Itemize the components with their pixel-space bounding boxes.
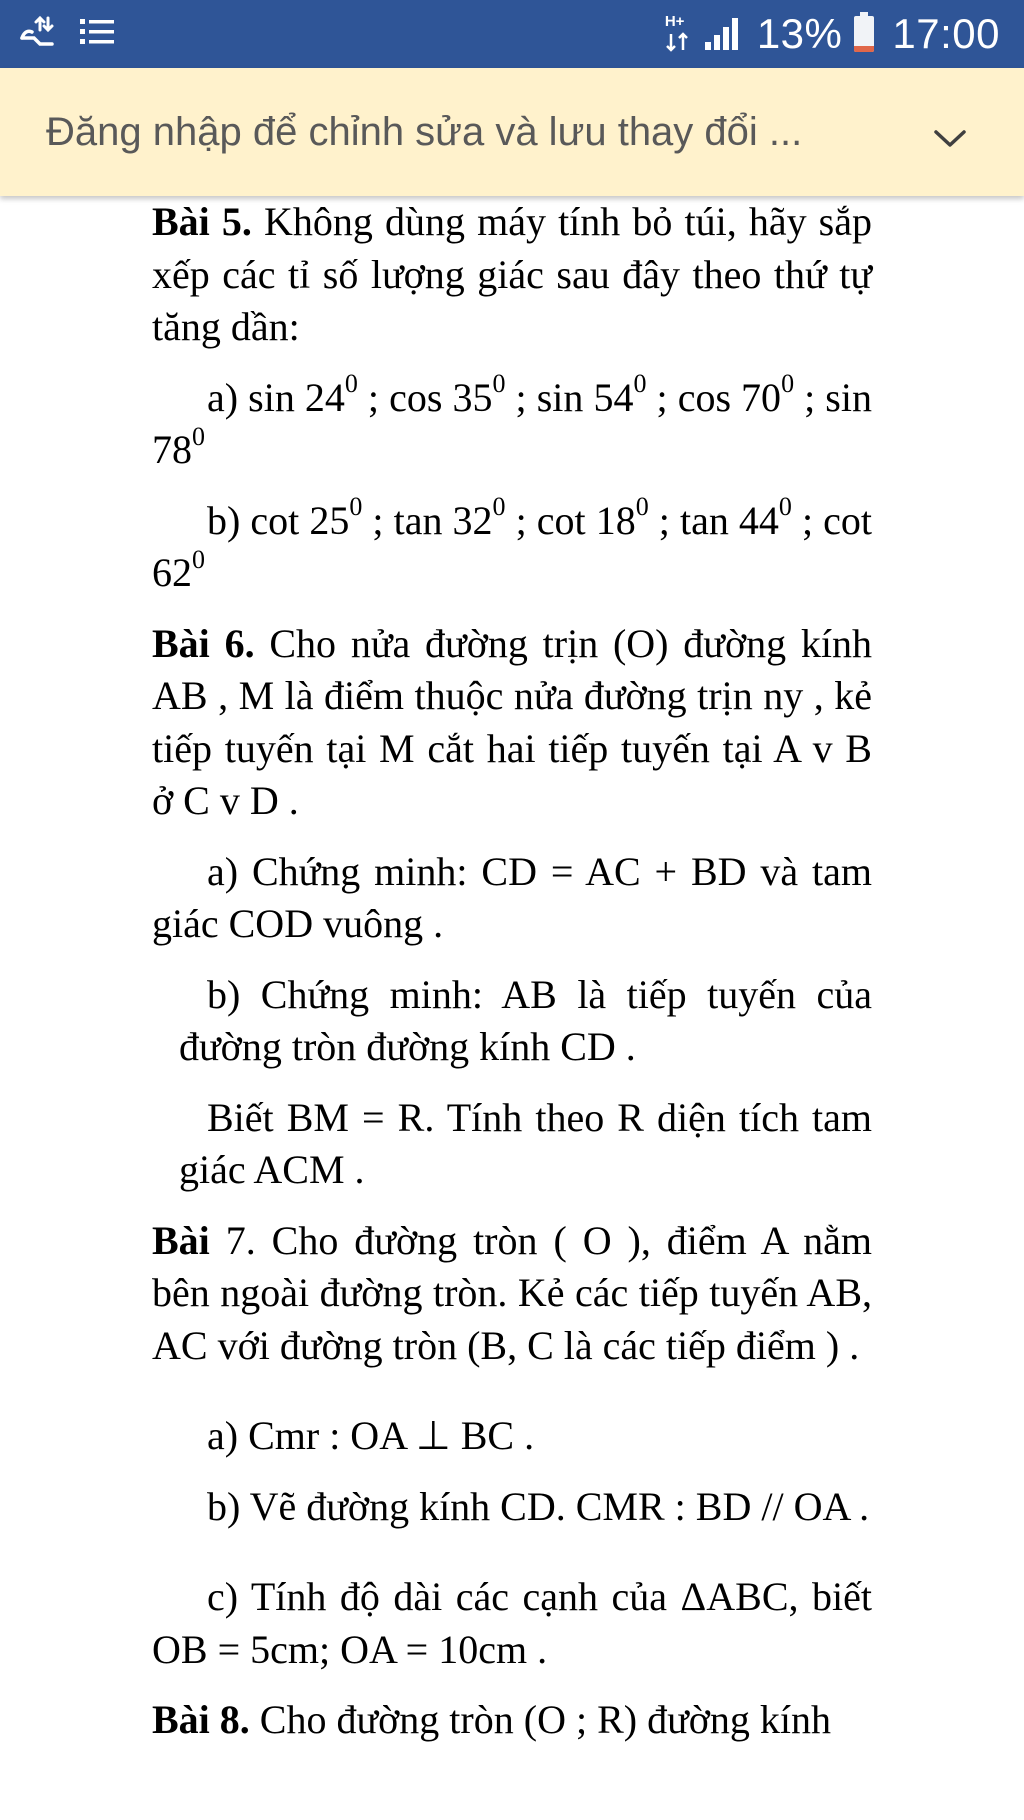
login-banner[interactable] [0, 68, 1024, 196]
exercise-8-label: Bài 8. [152, 1697, 250, 1742]
exercise-5-part-a: a) $\sin 24^0$ ; $\cos 35^0$ ; $\sin 54^0$ ; $\cos 70^0$ ; $\sin 78^0$ [152, 369, 872, 472]
exercise-5-label: Bài 5. [152, 199, 252, 244]
notification-list-icon [78, 14, 116, 55]
exercise-7-text: 7. Cho đường tròn ( O ), điểm A nằm bên ngoài đường tròn. Kẻ các tiếp tuyến AB, AC với đường tròn (B, C là các tiếp điểm ) . [152, 1217, 872, 1368]
battery-icon [854, 16, 874, 52]
status-bar-right [665, 8, 1000, 60]
exercise-7-part-a: a) Cmr : OA ⊥ BC . [207, 1413, 535, 1458]
network-type-label: H+ [664, 13, 685, 30]
exercise-7-label: Bài [152, 1217, 210, 1263]
status-bar [0, 0, 1024, 68]
exercise-6-part-b: b) Chứng minh: AB là tiếp tuyến của đường tròn đường kính CD . [179, 971, 872, 1069]
network-type-icon [665, 14, 691, 54]
exercise-7-part-b: b) Vẽ đường kính CD. CMR : BD // OA . [207, 1483, 870, 1529]
usb-transfer-icon [18, 14, 56, 55]
status-bar-left [18, 14, 116, 54]
exercise-8-text: Cho đường tròn (O ; R) đường kính [249, 1697, 832, 1742]
login-banner-text[interactable]: Đăng nhập để chỉnh sửa và lưu thay đổi ... [46, 110, 803, 154]
exercise-6-label: Bài 6. [152, 620, 255, 666]
exercise-6-text: Cho nửa đường trịn (O) đường kính AB , M là điểm thuộc nửa đường trịn ny , kẻ tiếp tuyến tại M cắt hai tiếp tuyến tại A v B ở C v D . [152, 620, 872, 823]
exercise-7 [152, 1215, 872, 1373]
exercise-7-part-c: c) Tính độ dài các cạnh của ΔABC, biết OB = 5cm; OA = 10cm . [152, 1574, 872, 1672]
exercise-6-part-a: a) Chứng minh: CD = AC + BD và tam giác COD vuông . [152, 848, 872, 946]
exercise-5-part-b: b) $\cot 25^0$ ; $\tan 32^0$ ; $\cot 18^0$ ; $\tan 44^0$ ; $\cot 62^0$ [152, 492, 873, 595]
exercise-5 [152, 196, 872, 354]
chevron-down-icon[interactable] [920, 108, 980, 168]
exercise-6 [152, 618, 872, 828]
document-body [152, 196, 872, 1765]
exercise-8 [152, 1694, 872, 1747]
battery-percent: 13% [756, 10, 843, 57]
signal-strength-icon [703, 12, 745, 57]
exercise-6-part-c: Biết BM = R. Tính theo R diện tích tam giác ACM . [179, 1094, 872, 1192]
clock: 17:00 [892, 10, 1000, 57]
exercise-5-text: Không dùng máy tính bỏ túi, hãy sắp xếp các tỉ số lượng giác sau đây theo thứ tự tăng dần: [152, 199, 873, 349]
